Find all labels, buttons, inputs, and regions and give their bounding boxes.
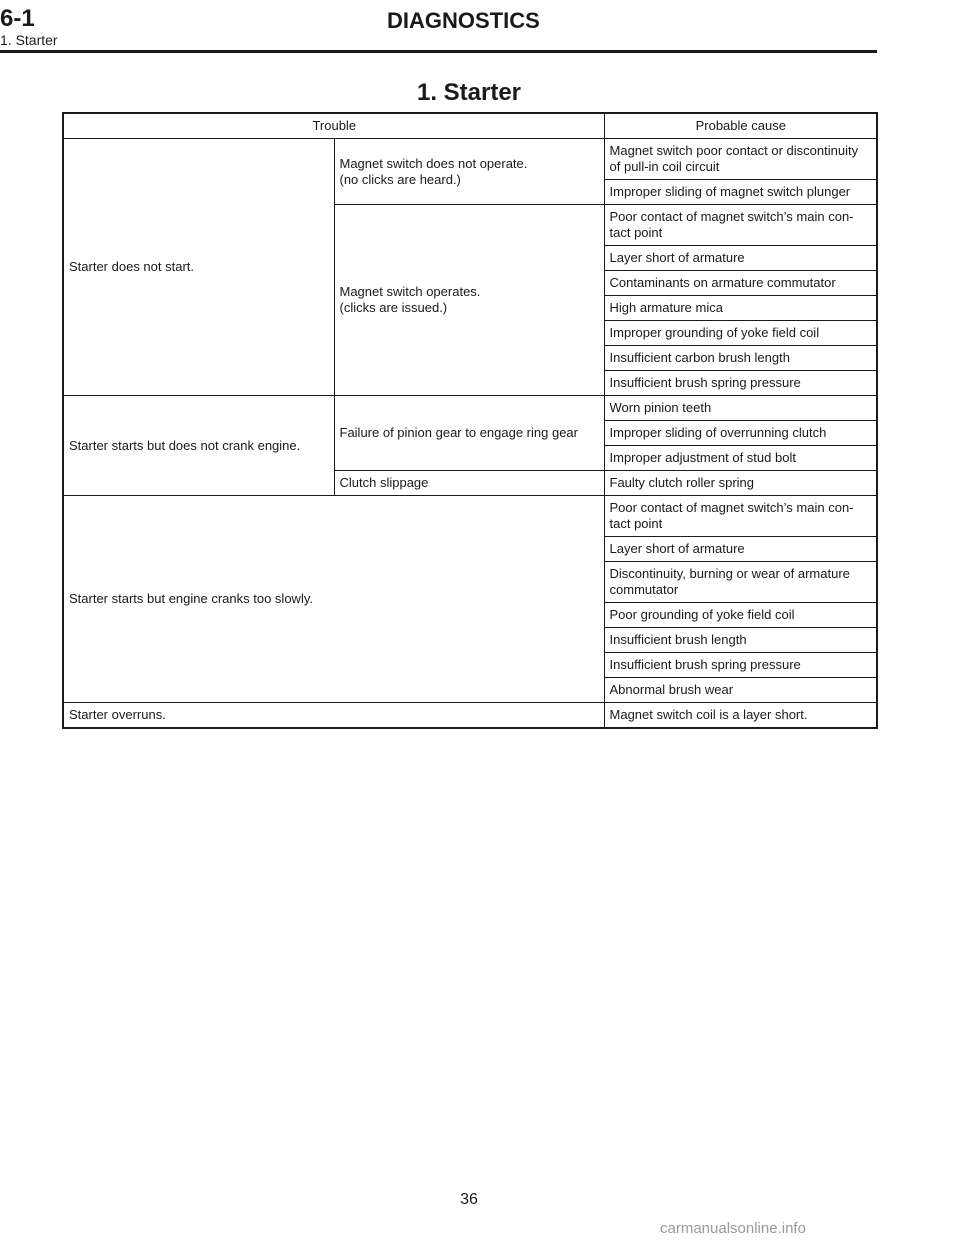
trouble-cell: Starter starts but does not crank engine.: [63, 396, 334, 496]
cause-cell: Insufficient brush spring pressure: [604, 653, 877, 678]
table-row: [63, 139, 877, 180]
cause-cell: Layer short of armature: [604, 246, 877, 271]
table-header-row: [63, 113, 877, 139]
cause-cell: High armature mica: [604, 296, 877, 321]
trouble-cell: Starter does not start.: [63, 139, 334, 396]
page-title: 1. Starter: [416, 79, 522, 106]
cause-cell: Abnormal brush wear: [604, 678, 877, 703]
cause-cell: Insufficient carbon brush length: [604, 346, 877, 371]
cause-cell: Faulty clutch roller spring: [604, 471, 877, 496]
watermark: carmanualsonline.info: [660, 1220, 806, 1237]
header-trouble: Trouble: [63, 113, 604, 139]
cause-cell: Improper grounding of yoke field coil: [604, 321, 877, 346]
header-cause: Probable cause: [604, 113, 877, 139]
page-number: 36: [460, 1191, 478, 1208]
cause-cell: Layer short of armature: [604, 537, 877, 562]
trouble-table: [62, 112, 878, 729]
trouble-cell: Starter starts but engine cranks too slowly.: [63, 496, 604, 703]
cause-cell: Poor contact of magnet switch’s main con-tact point: [604, 205, 877, 246]
section-subtitle: 1. Starter: [0, 32, 58, 48]
cause-cell: Magnet switch coil is a layer short.: [604, 703, 877, 729]
cause-cell: Discontinuity, burning or wear of armature commutator: [604, 562, 877, 603]
trouble-cell: Starter overruns.: [63, 703, 604, 729]
cause-cell: Insufficient brush length: [604, 628, 877, 653]
sub-condition-text: Magnet switch does not operate. (no clicks are heard.): [339, 155, 528, 187]
table-row: [63, 496, 877, 537]
section-number: 6-1: [0, 5, 35, 32]
cause-cell: Worn pinion teeth: [604, 396, 877, 421]
chapter-title: DIAGNOSTICS: [387, 8, 540, 33]
sub-condition-text: Magnet switch operates. (clicks are issued.): [339, 284, 481, 315]
cause-cell: Poor contact of magnet switch’s main con-tact point: [604, 496, 877, 537]
header-rule: [0, 50, 877, 53]
cause-cell: Insufficient brush spring pressure: [604, 371, 877, 396]
sub-condition-cell: Clutch slippage: [334, 471, 604, 496]
sub-condition-cell: [334, 139, 604, 205]
cause-cell: Improper sliding of magnet switch plunger: [604, 180, 877, 205]
sub-condition-cell: Failure of pinion gear to engage ring gear: [334, 396, 604, 471]
table-row: [63, 703, 877, 729]
cause-cell: Contaminants on armature commutator: [604, 271, 877, 296]
table-row: [63, 396, 877, 421]
cause-cell: Improper sliding of overrunning clutch: [604, 421, 877, 446]
sub-condition-cell: [334, 205, 604, 396]
cause-cell: Poor grounding of yoke field coil: [604, 603, 877, 628]
cause-cell: Magnet switch poor contact or discontinuity of pull-in coil circuit: [604, 139, 877, 180]
cause-cell: Improper adjustment of stud bolt: [604, 446, 877, 471]
